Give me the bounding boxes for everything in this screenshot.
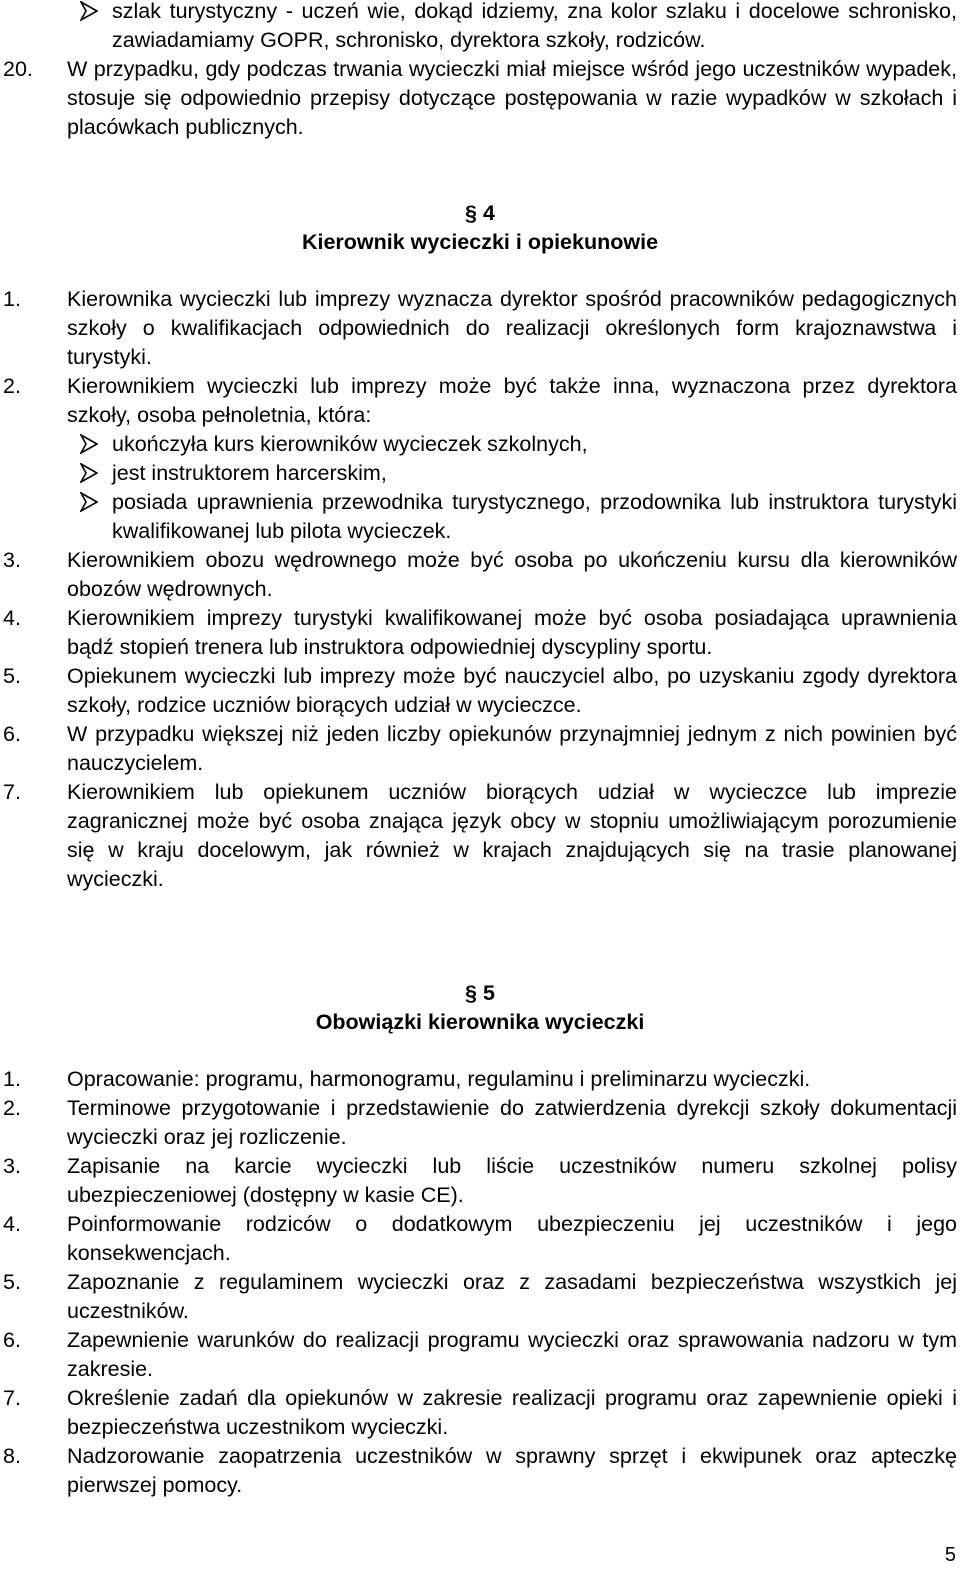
item-number: 1. [3,1067,21,1091]
list-item [0,0,957,55]
list-item [0,1152,957,1210]
section-4-list [0,285,957,894]
item-number: 20. [3,57,33,81]
item-text: Terminowe przygotowanie i przedstawienie do zatwierdzenia dyrekcji szkoły dokumentacji wycieczki oraz jej rozliczenie. [67,1096,957,1149]
arrow-bullet-icon [80,492,98,512]
item-number: 4. [3,1212,21,1236]
list-item [0,459,957,488]
item-text: Zapoznanie z regulaminem wycieczki oraz z zasadami bezpieczeństwa wszystkich jej uczestników. [67,1270,957,1323]
list-item [0,1442,957,1500]
list-item [0,1326,957,1384]
list-item [0,662,957,720]
list-item [0,430,957,459]
bullet-text: jest instruktorem harcerskim, [112,461,387,485]
item-text: Opiekunem wycieczki lub imprezy może być nauczyciel albo, po uzyskaniu zgody dyrektora szkoły, rodzice uczniów biorących udział w wycieczce. [67,664,957,717]
paragraph-symbol: § [465,201,477,225]
section-number: 4 [482,201,495,225]
section-4-number [0,199,960,228]
bullet-text: szlak turystyczny - uczeń wie, dokąd idziemy, zna kolor szlaku i docelowe schronisko, zawiadamiamy GOPR, schronisko, dyrektora szkoły, rodziców. [112,0,957,52]
section-5-list [0,1065,957,1500]
item-number: 6. [3,722,21,746]
item-number: 5. [3,664,21,688]
item-text: W przypadku większej niż jeden liczby opiekunów przynajmniej jednym z nich powinien być nauczycielem. [67,722,957,775]
page-number: 5 [944,1544,956,1566]
item-number: 2. [3,1096,21,1120]
list-item [0,1384,957,1442]
arrow-bullet-icon [80,1,98,21]
item-text: Kierownikiem imprezy turystyki kwalifikowanej może być osoba posiadająca uprawnienia bądź stopień trenera lub instruktora odpowiedniej dyscypliny sportu. [67,606,957,659]
item-number: 5. [3,1270,21,1294]
item-text: Zapewnienie warunków do realizacji programu wycieczki oraz sprawowania nadzoru w tym zakresie. [67,1328,957,1381]
item-number: 7. [3,780,21,804]
item-text: Poinformowanie rodziców o dodatkowym ubezpieczeniu jej uczestników i jego konsekwencjach. [67,1212,957,1265]
item-text: Kierownika wycieczki lub imprezy wyznacza dyrektor spośród pracowników pedagogicznych szkoły o kwalifikacjach odpowiednich do realizacji określonych form krajoznawstwa i turystyki. [67,287,957,369]
item-text: Nadzorowanie zaopatrzenia uczestników w sprawny sprzęt i ekwipunek oraz apteczkę pierwszej pomocy. [67,1444,957,1497]
list-item [0,1210,957,1268]
item-text: W przypadku, gdy podczas trwania wycieczki miał miejsce wśród jego uczestników wypadek, stosuje się odpowiednio przepisy dotyczące postępowania w razie wypadków w szkołach i placówkach publicznych. [67,57,957,139]
section-4-title: Kierownik wycieczki i opiekunowie [301,230,659,254]
list-item [0,546,957,604]
bullet-text: ukończyła kurs kierowników wycieczek szkolnych, [112,432,588,456]
list-item [0,372,957,430]
section-number: 5 [482,981,495,1005]
section-5-number [0,979,960,1008]
item-text: Kierownikiem lub opiekunem uczniów biorących udział w wycieczce lub imprezie zagranicznej może być osoba znająca język obcy w stopniu umożliwiającym porozumienie się w kraju docelowym, jak również w krajach znajdujących się na trasie planowanej wycieczki. [67,780,957,891]
list-item [0,1065,957,1094]
arrow-bullet-icon [80,463,98,483]
list-item [0,1094,957,1152]
item-number: 6. [3,1328,21,1352]
item-number: 1. [3,287,21,311]
item-number: 3. [3,1154,21,1178]
list-item [0,604,957,662]
section-5-title: Obowiązki kierownika wycieczki [315,1010,645,1034]
item-number: 3. [3,548,21,572]
item-number: 2. [3,374,21,398]
list-item [0,720,957,778]
item-number: 7. [3,1386,21,1410]
paragraph-symbol: § [465,981,477,1005]
item-number: 4. [3,606,21,630]
item-text: Kierownikiem wycieczki lub imprezy może być także inna, wyznaczona przez dyrektora szkoły, osoba pełnoletnia, która: [67,374,957,427]
arrow-bullet-icon [80,434,98,454]
list-item [0,488,957,546]
item-text: Kierownikiem obozu wędrownego może być osoba po ukończeniu kursu dla kierowników obozów wędrownych. [67,548,957,601]
top-fragment [0,0,957,142]
item-text: Opracowanie: programu, harmonogramu, regulaminu i preliminarzu wycieczki. [67,1067,811,1091]
list-item [0,1268,957,1326]
list-item [0,285,957,372]
item-text: Określenie zadań dla opiekunów w zakresie realizacji programu oraz zapewnienie opieki i bezpieczeństwa uczestnikom wycieczki. [67,1386,957,1439]
item-text: Zapisanie na karcie wycieczki lub liście uczestników numeru szkolnej polisy ubezpieczeniowej (dostępny w kasie CE). [67,1154,957,1207]
list-item [0,55,957,142]
bullet-text: posiada uprawnienia przewodnika turystycznego, przodownika lub instruktora turystyki kwalifikowanej lub pilota wycieczek. [112,490,957,543]
list-item [0,778,957,894]
item-number: 8. [3,1444,21,1468]
